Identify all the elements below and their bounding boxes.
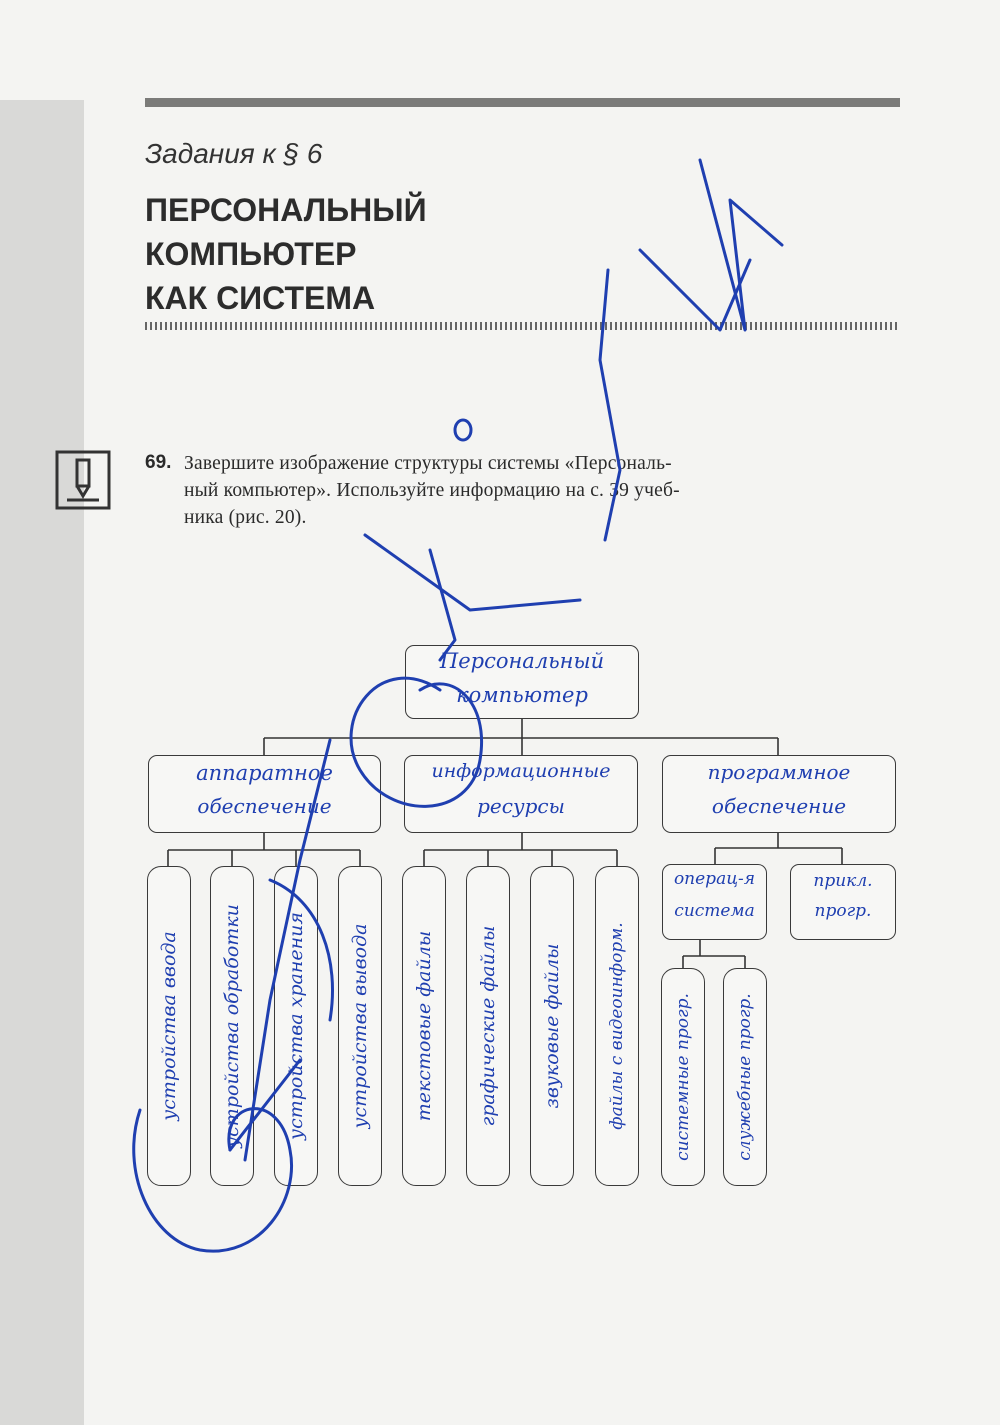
software-label-line-1: программное: [707, 760, 851, 784]
hardware-child-1: [147, 866, 191, 1186]
hardware-child-2: [210, 866, 254, 1186]
hardware-child-4: [338, 866, 382, 1186]
info-resources-box: [404, 755, 638, 833]
os-label-line-1: операц-я: [673, 869, 756, 889]
info-child-2-label: графические файлы: [477, 925, 499, 1127]
page-title: [145, 188, 427, 320]
hardware-box: [148, 755, 381, 833]
info-child-2: [466, 866, 510, 1186]
task-number: 69.: [145, 452, 172, 473]
os-child-1: [661, 968, 705, 1186]
section-subtitle: Задания к § 6: [145, 138, 323, 169]
info-child-1-label: текстовые файлы: [413, 930, 435, 1122]
os-label-line-2: система: [674, 901, 755, 921]
title-line-1: ПЕРСОНАЛЬНЫЙ: [145, 192, 427, 228]
top-rule: [145, 98, 900, 107]
diagram-root-box: [405, 645, 639, 719]
info-child-1: [402, 866, 446, 1186]
hardware-child-2-label: устройства обработки: [221, 904, 243, 1148]
task-text: [184, 450, 900, 531]
title-line-2: КОМПЬЮТЕР: [145, 236, 357, 272]
pencil-task-icon: [55, 450, 111, 510]
software-box: [662, 755, 896, 833]
hardware-label-line-1: аппаратное: [196, 761, 333, 785]
apps-box: [790, 864, 896, 940]
info-child-4-label: файлы с видеоинформ.: [607, 922, 627, 1130]
info-label-line-1: информационные: [431, 760, 611, 782]
apps-label-line-1: прикл.: [813, 871, 873, 891]
apps-label-line-2: прогр.: [814, 901, 872, 921]
os-child-2-label: служебные прогр.: [735, 993, 755, 1161]
info-child-4: [595, 866, 639, 1186]
info-label-line-2: ресурсы: [477, 794, 565, 818]
hardware-child-3-label: устройства хранения: [285, 912, 307, 1140]
os-box: [662, 864, 767, 940]
hardware-child-1-label: устройства ввода: [158, 931, 180, 1121]
hardware-child-3: [274, 866, 318, 1186]
task-line-1: Завершите изображение структуры системы «Персональ-: [184, 453, 672, 474]
software-label-line-2: обеспечение: [711, 794, 847, 818]
os-child-2: [723, 968, 767, 1186]
task-line-2: ный компьютер». Используйте информацию на с. 39 учеб-: [184, 480, 680, 501]
os-child-1-label: системные прогр.: [673, 993, 693, 1161]
info-child-3: [530, 866, 574, 1186]
page-gutter-shade: [0, 100, 84, 1425]
hardware-child-4-label: устройства вывода: [349, 923, 371, 1129]
title-line-3: КАК СИСТЕМА: [145, 280, 376, 316]
root-label-line-2: компьютер: [456, 683, 588, 707]
task-line-3: ника (рис. 20).: [184, 507, 307, 528]
hardware-label-line-2: обеспечение: [197, 794, 332, 818]
dotted-rule: [145, 322, 900, 330]
info-child-3-label: звуковые файлы: [541, 943, 563, 1109]
root-label-line-1: Персональный: [439, 649, 605, 673]
